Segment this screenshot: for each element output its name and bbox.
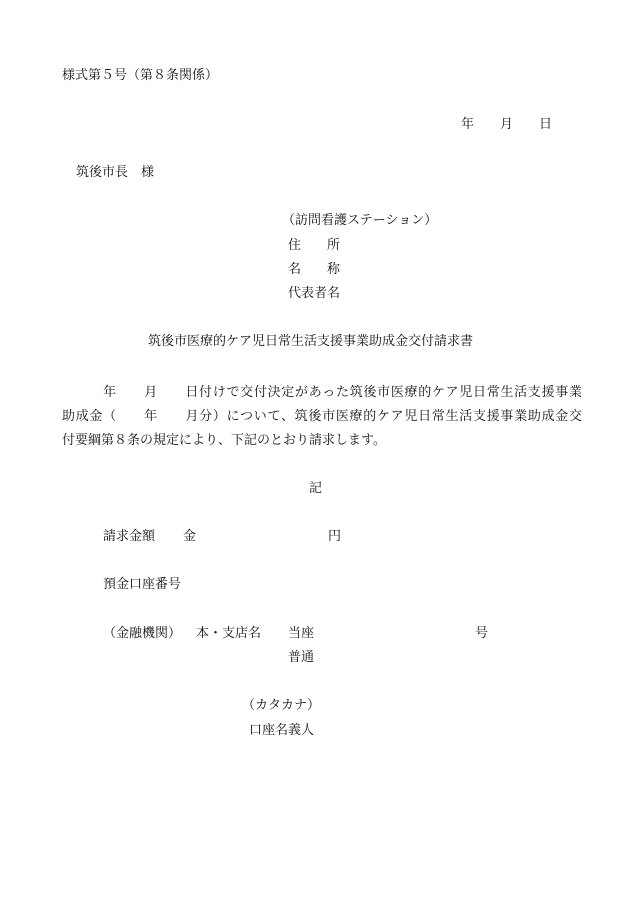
form-number: 様式第５号（第８条関係）	[62, 68, 219, 83]
yen-suffix: 円	[328, 529, 342, 544]
branch-label: 本・支店名	[196, 626, 262, 641]
yen-prefix: 金	[183, 529, 197, 544]
number-suffix: 号	[475, 626, 489, 641]
account-holder-label: 口座名義人	[249, 723, 315, 738]
date-line: 年 月 日	[461, 117, 553, 132]
account-type-ordinary: 普通	[288, 650, 315, 665]
name-label: 名 称	[288, 262, 341, 277]
ki-heading: 記	[309, 481, 323, 496]
claim-amount-label: 請求金額	[103, 529, 156, 544]
account-type-current: 当座	[288, 626, 315, 641]
representative-label: 代表者名	[288, 286, 341, 301]
document-title: 筑後市医療的ケア児日常生活支援事業助成金交付請求書	[148, 334, 474, 349]
body-line-1: 年 月 日付けで交付決定があった筑後市医療的ケア児日常生活支援事業	[62, 385, 582, 400]
address-label: 住 所	[288, 238, 341, 253]
katakana-label: （カタカナ）	[242, 698, 321, 713]
account-number-label: 預金口座番号	[103, 577, 182, 592]
institution-label: （金融機関）	[103, 626, 182, 641]
addressee: 筑後市長 様	[76, 165, 155, 180]
body-paragraph	[62, 381, 582, 453]
station-label: （訪問看護ステーション）	[282, 213, 438, 228]
body-line-3: 付要綱第８条の規定により、下記のとおり請求します。	[62, 433, 386, 448]
body-line-2: 助成金（ 年 月分）について、筑後市医療的ケア児日常生活支援事業助成金交	[62, 409, 582, 424]
